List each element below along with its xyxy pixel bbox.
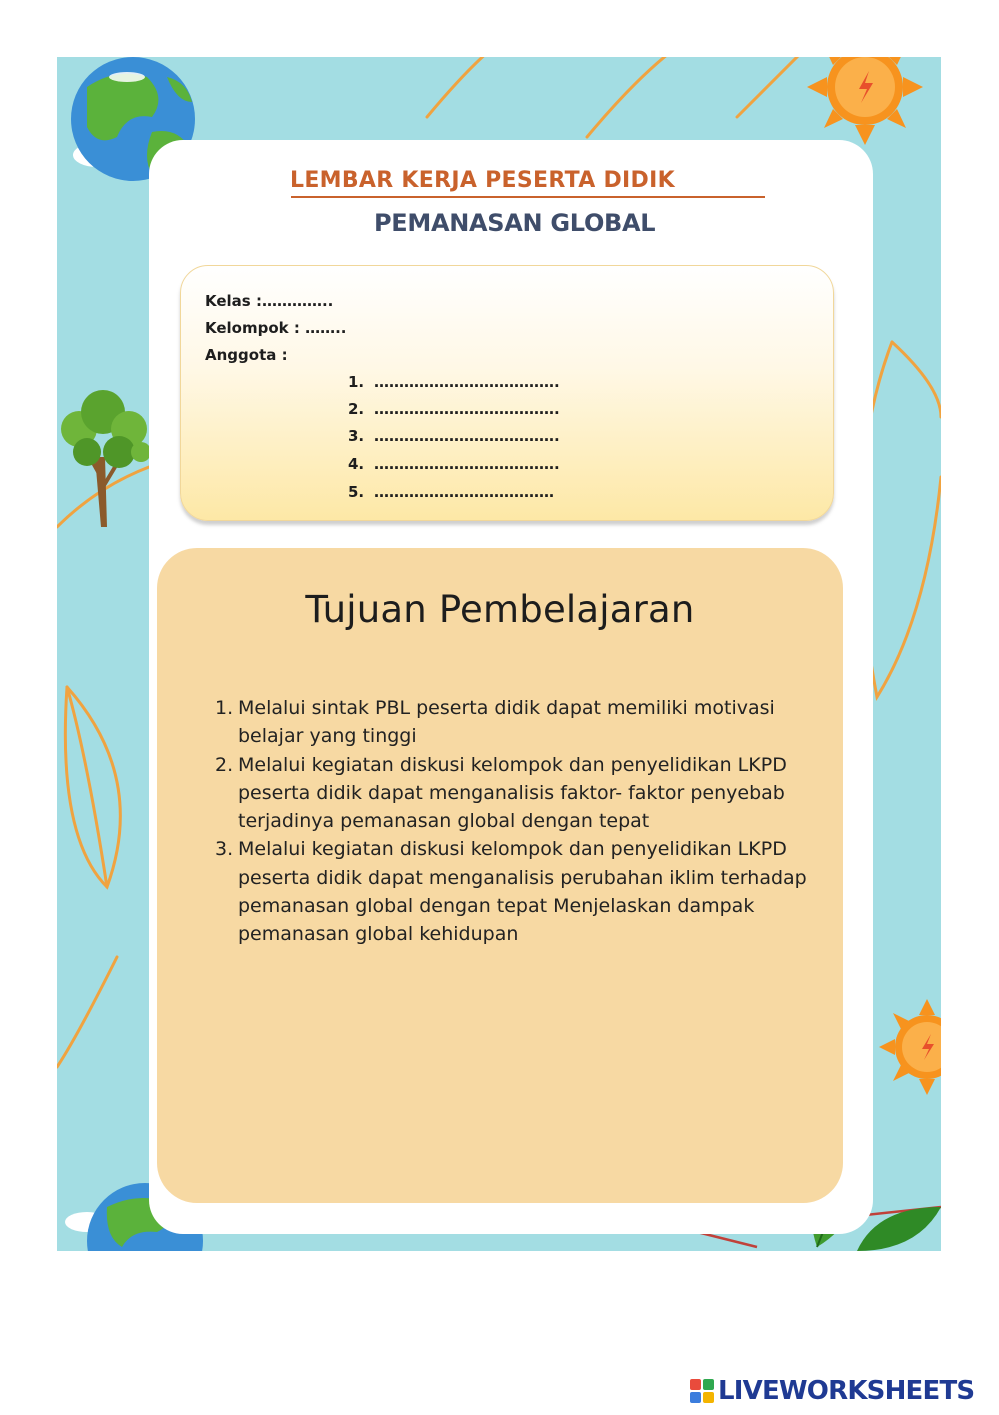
member-blank: ………………………………. — [374, 373, 560, 391]
member-blank: ……………………………… — [374, 483, 554, 501]
member-field-1[interactable] — [348, 373, 560, 391]
member-number: 5. — [348, 483, 365, 501]
sun-icon — [879, 999, 941, 1095]
anggota-label: Anggota : — [205, 346, 288, 364]
member-number: 4. — [348, 455, 365, 473]
worksheet-title: LEMBAR KERJA PESERTA DIDIK — [290, 168, 675, 193]
member-number: 2. — [348, 400, 365, 418]
member-blank: ………………………………. — [374, 455, 560, 473]
goal-text: Melalui kegiatan diskusi kelompok dan penyelidikan LKPD peserta didik dapat menganalisis perubahan iklim terhadap pemanasan global dengan tepat Menjelaskan dampak pemanasan global kehidupan — [238, 838, 807, 946]
sun-icon — [807, 57, 923, 145]
kelompok-field[interactable]: Kelompok : …….. — [205, 319, 347, 337]
brand-logo-icon — [690, 1379, 714, 1403]
member-field-4[interactable] — [348, 455, 560, 473]
goal-text: Melalui kegiatan diskusi kelompok dan penyelidikan LKPD peserta didik dapat menganalisis faktor- faktor penyebab terjadinya pemanasan global dengan tepat — [238, 753, 787, 833]
member-number: 3. — [348, 427, 365, 445]
liveworksheets-brand[interactable] — [690, 1375, 974, 1407]
goal-number: 3. — [215, 838, 234, 861]
worksheet-subtitle: PEMANASAN GLOBAL — [374, 209, 656, 237]
leaf-outline — [427, 57, 507, 117]
member-field-3[interactable] — [348, 427, 560, 445]
title-underline — [291, 196, 765, 198]
member-blank: ………………………………. — [374, 400, 560, 418]
list-item — [215, 694, 815, 751]
list-item — [215, 751, 815, 836]
goal-number: 2. — [215, 753, 234, 776]
goal-number: 1. — [215, 697, 234, 719]
tree-icon — [61, 390, 151, 527]
member-field-5[interactable] — [348, 483, 554, 501]
learning-goals-list — [215, 694, 815, 949]
member-field-2[interactable] — [348, 400, 560, 418]
member-number: 1. — [348, 373, 365, 391]
list-item — [215, 835, 815, 948]
learning-goals-title: Tujuan Pembelajaran — [305, 588, 695, 631]
goal-text: Melalui sintak PBL peserta didik dapat memiliki motivasi belajar yang tinggi — [238, 697, 775, 748]
kelas-field[interactable]: Kelas :………….. — [205, 292, 334, 310]
member-blank: ………………………………. — [374, 427, 560, 445]
brand-name: LIVEWORKSHEETS — [718, 1376, 975, 1406]
